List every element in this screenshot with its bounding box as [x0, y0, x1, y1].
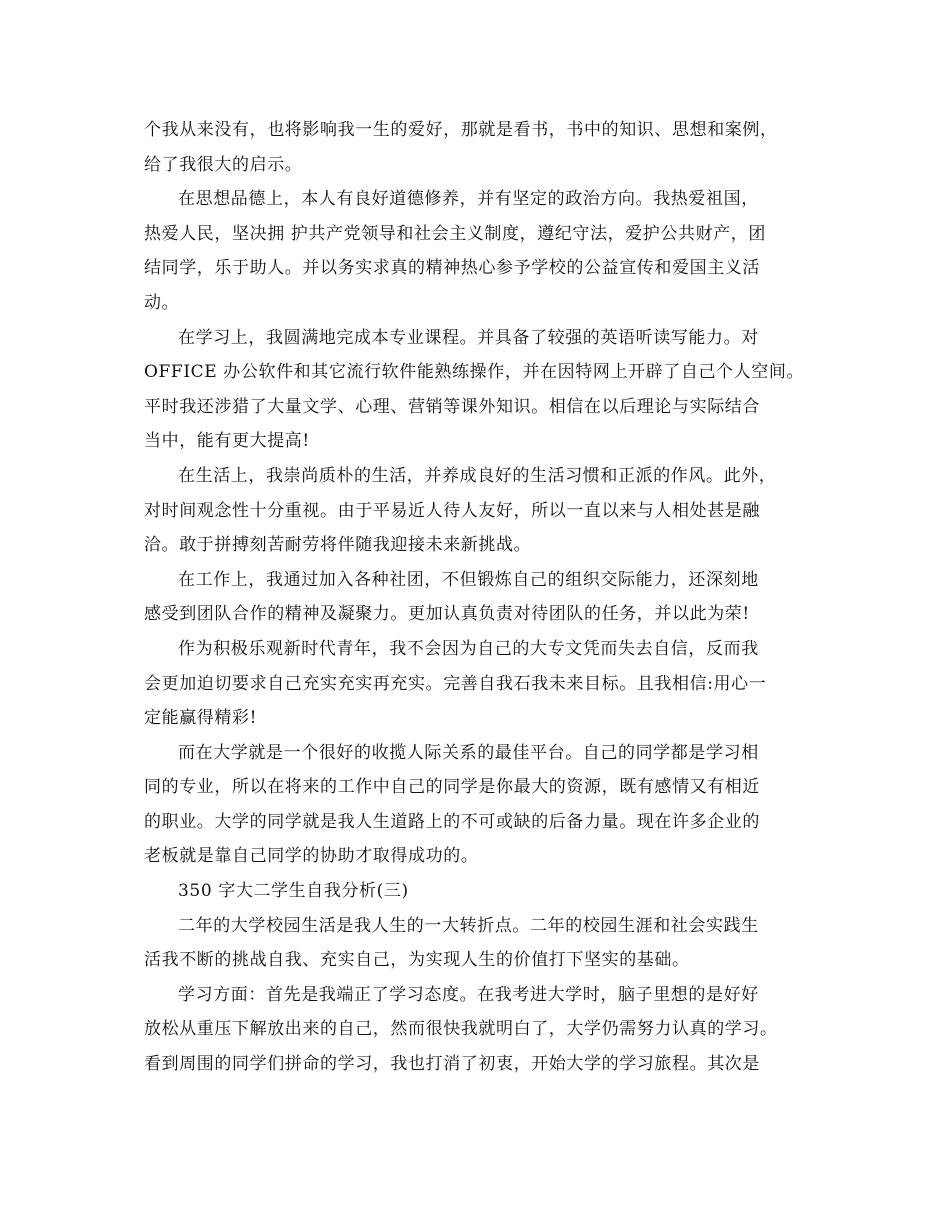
paragraph-study: 在学习上，我圆满地完成本专业课程。并具备了较强的英语听读写能力。对 OFFICE 办公软件和其它流行软件能熟练操作，并在因特网上开辟了自己个人空间。 平时我还涉猎了大量文学、心理、营销等课外知识。相信在以后理论与实际结合 当中，能有更大提高! — [144, 327, 805, 452]
paragraph-university: 而在大学就是一个很好的收揽人际关系的最佳平台。自己的同学都是学习相 同的专业，所以在将来的工作中自己的同学是你最大的资源，既有感情又有相近 的职业。大学的同学就是我人生道路上的不可或缺的后备力量。现在许多企业的 老板就是靠自己同学的协助才取得成功的。 — [144, 742, 760, 867]
paragraph-study-aspect: 学习方面：首先是我端正了学习态度。在我考进大学时，脑子里想的是好好 放松从重压下解放出来的自己，然而很快我就明白了，大学仍需努力认真的学习。 看到周围的同学们拼命的学习，我也打消了初衷，开始大学的学习旅程。其次是 — [144, 984, 778, 1075]
paragraph-life: 在生活上，我崇尚质朴的生活，并养成良好的生活习惯和正派的作风。此外， 对时间观念性十分重视。由于平易近人待人友好，所以一直以来与人相处甚是融 洽。敢于拼搏刻苦耐劳将伴随我迎接未来新挑战。 — [144, 465, 777, 556]
paragraph-work: 在工作上，我通过加入各种社团，不但锻炼自己的组织交际能力，还深刻地 感受到团队合作的精神及凝聚力。更加认真负责对待团队的任务，并以此为荣! — [144, 569, 759, 625]
section-heading: 350 字大二学生自我分析(三) — [178, 881, 409, 902]
paragraph-continuation: 个我从来没有，也将影响我一生的爱好，那就是看书，书中的知识、思想和案例， 给了我很大的启示。 — [144, 120, 778, 175]
paragraph-ideology: 在思想品德上，本人有良好道德修养，并有坚定的政治方向。我热爱祖国， 热爱人民，坚决拥 护共产党领导和社会主义制度，遵纪守法，爱护公共财产，团 结同学，乐于助人。并以务实求真的精神热心参予学校的公益宣传和爱国主义活 动。 — [144, 189, 767, 313]
document-body — [144, 113, 808, 1082]
paragraph-youth: 作为积极乐观新时代青年，我不会因为自己的大专文凭而失去自信，反而我 会更加迫切要求自己充实充实再充实。完善自我石我未来目标。且我相信:用心一 定能赢得精彩! — [144, 638, 767, 729]
paragraph-campus-life: 二年的大学校园生活是我人生的一大转折点。二年的校园生涯和社会实践生 活我不断的挑战自我、充实自己，为实现人生的价值打下坚实的基础。 — [144, 915, 759, 971]
